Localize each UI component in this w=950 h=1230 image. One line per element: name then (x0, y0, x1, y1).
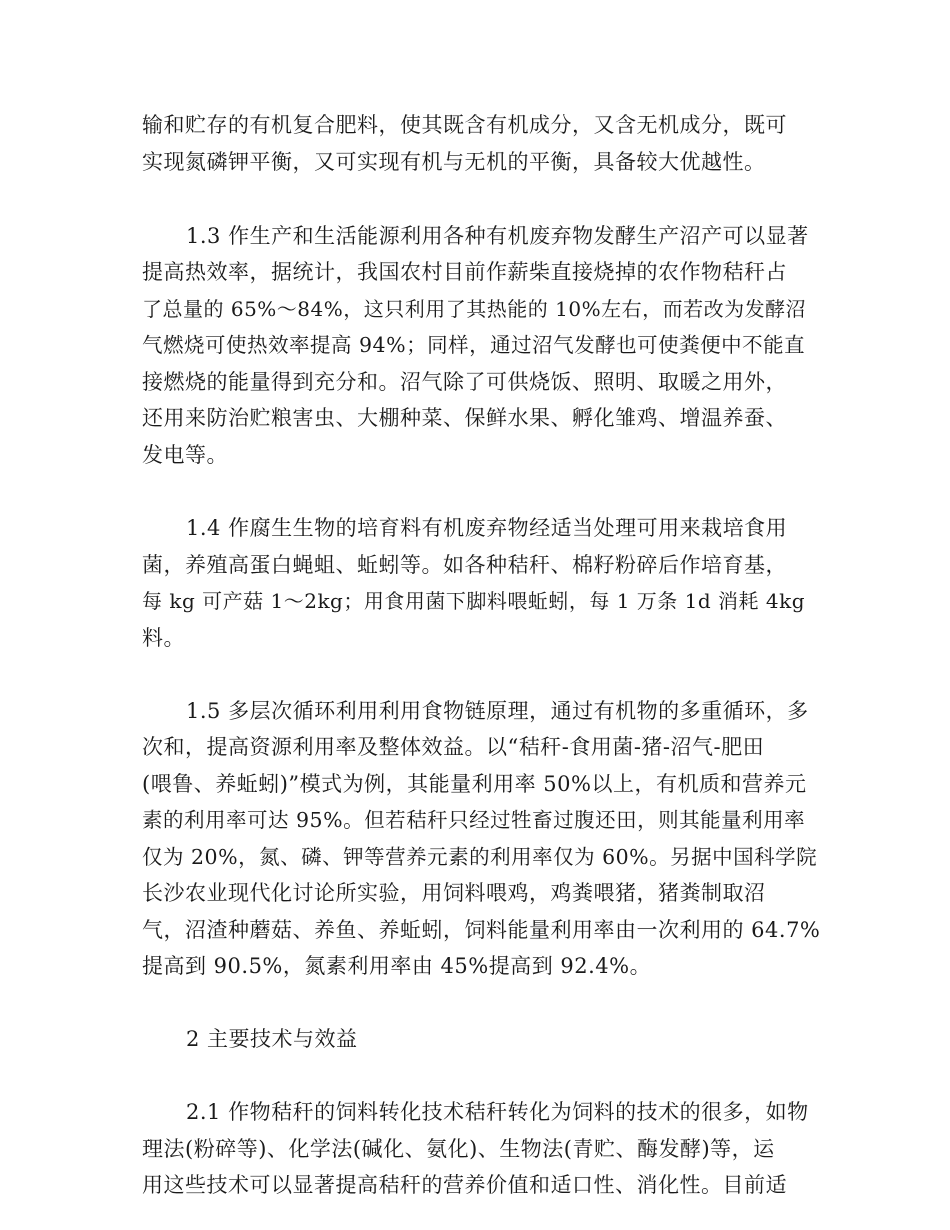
text-line: 菌，养殖高蛋白蝇蛆、蚯蚓等。如各种秸秆、棉籽粉碎后作培育基， (142, 553, 787, 577)
text-line: 气，沼渣种蘑菇、养鱼、养蚯蚓，饲料能量利用率由一次利用的 64.7% (142, 918, 821, 942)
text-line: 素的利用率可达 95%。但若秸秆只经过牲畜过腹还田，则其能量利用率 (142, 808, 806, 832)
text-line: 气燃烧可使热效率提高 94%；同样，通过沼气发酵也可使粪便中不能直 (142, 333, 806, 357)
text-line: 提高到 90.5%，氮素利用率由 45%提高到 92.4%。 (142, 954, 652, 978)
text-line: 1.3 作生产和生活能源利用各种有机废弃物发酵生产沼产可以显著 (186, 224, 809, 248)
text-line: 提高热效率，据统计，我国农村目前作薪柴直接烧掉的农作物秸秆占 (142, 260, 787, 284)
text-line: 次和，提高资源利用率及整体效益。以“秸秆-食用菌-猪-沼气-肥田 (142, 735, 765, 759)
text-line: 了总量的 65%～84%，这只利用了其热能的 10%左右，而若改为发酵沼 (142, 297, 807, 321)
text-line: 1.4 作腐生生物的培育料有机废弃物经适当处理可用来栽培食用 (186, 516, 788, 540)
text-line: 2.1 作物秸秆的饲料转化技术秸秆转化为饲料的技术的很多，如物 (186, 1100, 809, 1124)
text-line: 长沙农业现代化讨论所实验，用饲料喂鸡，鸡粪喂猪，猪粪制取沼 (142, 881, 766, 905)
text-line: 每 kg 可产菇 1～2kg；用食用菌下脚料喂蚯蚓，每 1 万条 1d 消耗 4kg (142, 589, 806, 613)
text-line: 仅为 20%，氮、磷、钾等营养元素的利用率仅为 60%。另据中国科学院 (142, 845, 818, 869)
text-line: 料。 (142, 626, 185, 650)
section-heading: 2 主要技术与效益 (186, 1027, 358, 1051)
text-line: 输和贮存的有机复合肥料，使其既含有机成分，又含无机成分，既可 (142, 113, 787, 137)
text-line: 实现氮磷钾平衡，又可实现有机与无机的平衡，具备较大优越性。 (142, 150, 766, 174)
text-line: 理法(粉碎等)、化学法(碱化、氨化)、生物法(青贮、酶发酵)等，运 (142, 1137, 775, 1161)
text-line: 1.5 多层次循环利用利用食物链原理，通过有机物的多重循环，多 (186, 699, 809, 723)
text-line: (喂鲁、养蚯蚓)”模式为例，其能量利用率 50%以上，有机质和营养元 (142, 772, 807, 796)
text-line: 接燃烧的能量得到充分和。沼气除了可供烧饭、照明、取暖之用外， (142, 370, 787, 394)
text-line: 用这些技术可以显著提高秸秆的营养价值和适口性、消化性。目前适 (142, 1173, 787, 1197)
text-line: 还用来防治贮粮害虫、大棚种菜、保鲜水果、孵化雏鸡、增温养蚕、 (142, 406, 787, 430)
text-line: 发电等。 (142, 443, 228, 467)
